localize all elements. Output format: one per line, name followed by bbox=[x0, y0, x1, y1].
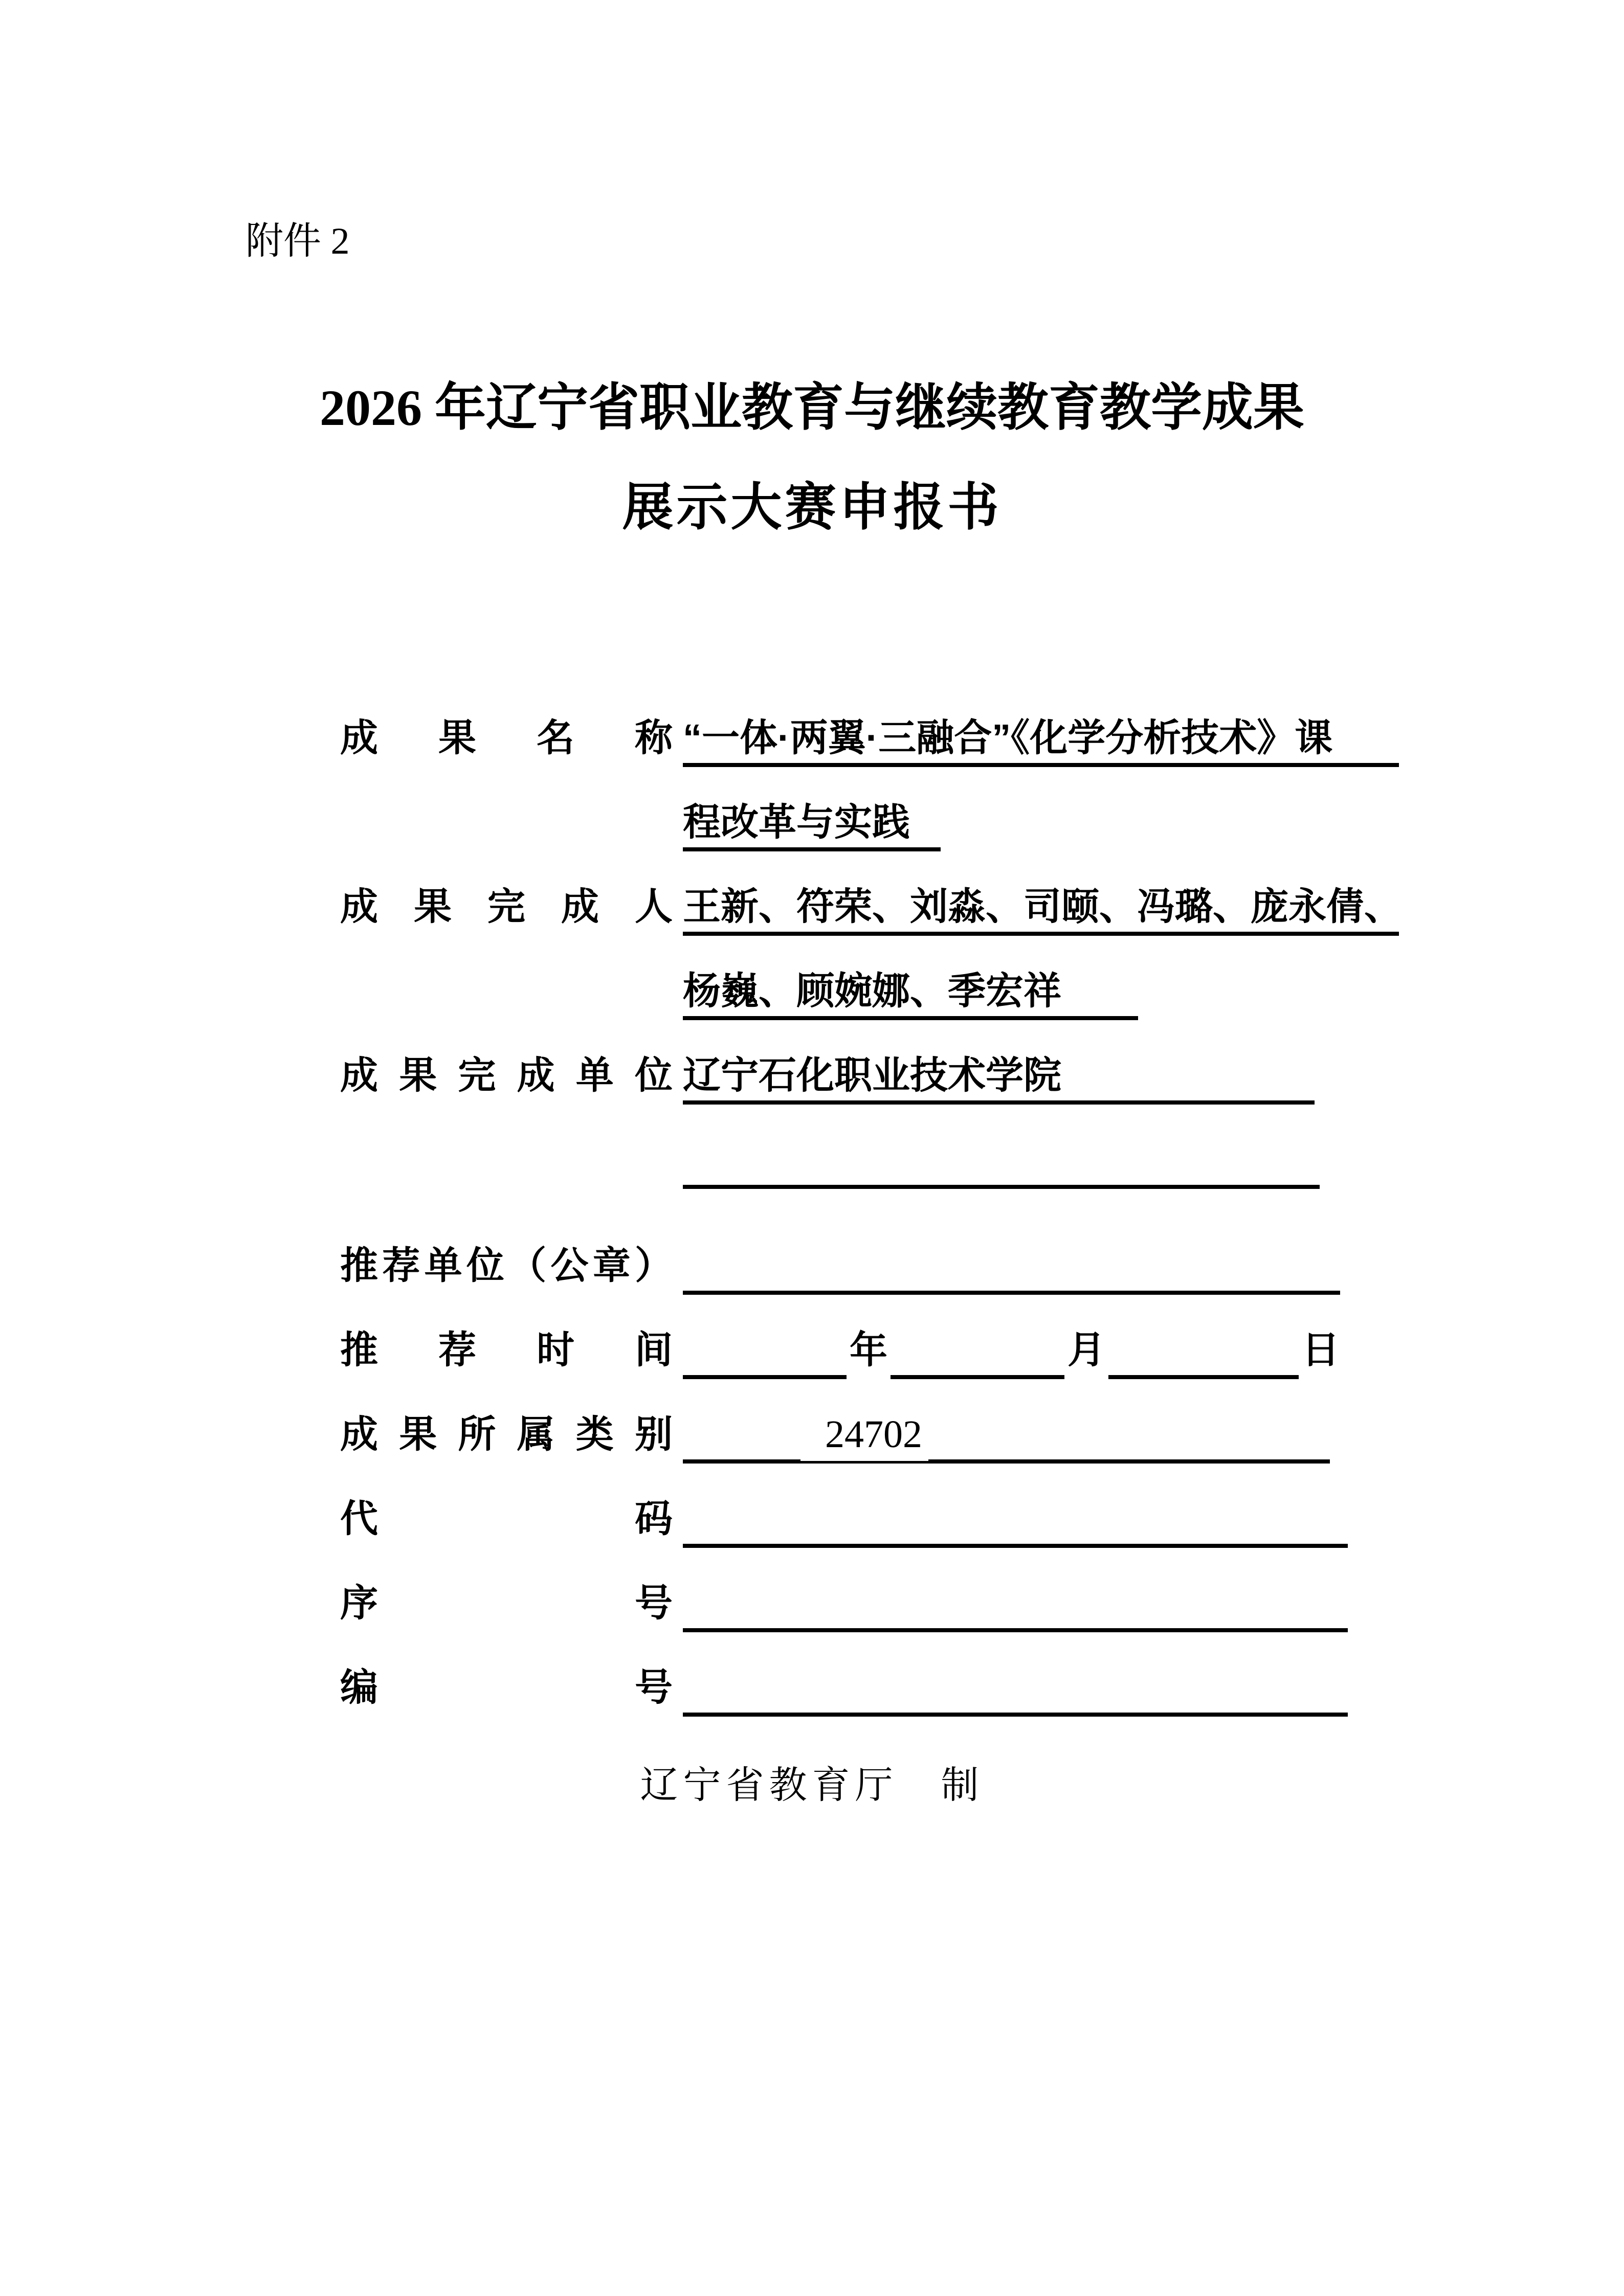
category-blank-underline-left bbox=[683, 1379, 800, 1464]
label-char: 果 bbox=[414, 885, 452, 928]
field-achievement-completers-continuation bbox=[340, 936, 1401, 1020]
month-label: 月 bbox=[1067, 1329, 1105, 1371]
label-char: 成 bbox=[340, 1413, 378, 1455]
field-code bbox=[340, 1464, 1401, 1548]
label-char: 单 bbox=[424, 1244, 462, 1287]
label-char: 成 bbox=[561, 885, 599, 928]
day-label: 日 bbox=[1302, 1329, 1340, 1371]
label-char: 名 bbox=[537, 716, 574, 759]
label-char: 果 bbox=[399, 1413, 437, 1455]
category-blank-underline-right bbox=[928, 1379, 1330, 1464]
achievement-name-label bbox=[340, 683, 673, 767]
day-blank-underline bbox=[1108, 1295, 1299, 1379]
label-char: 推 bbox=[340, 1329, 378, 1371]
year-label: 年 bbox=[850, 1329, 887, 1371]
number-blank-underline bbox=[683, 1632, 1348, 1717]
label-spacer bbox=[340, 1105, 683, 1189]
category-label bbox=[340, 1379, 673, 1464]
recommendation-time-value bbox=[683, 1295, 1343, 1379]
field-recommendation-time bbox=[340, 1295, 1401, 1379]
field-completion-unit bbox=[340, 1020, 1401, 1105]
document-title-line2: 展示大赛申报书 bbox=[622, 479, 1002, 536]
attachment-label: 附件 2 bbox=[246, 220, 350, 262]
label-char: 编 bbox=[340, 1666, 378, 1708]
label-char: 类 bbox=[575, 1413, 614, 1455]
label-char: 时 bbox=[537, 1329, 574, 1371]
field-completion-unit-blank-line bbox=[340, 1105, 1401, 1189]
number-label bbox=[340, 1632, 673, 1717]
label-char: 成 bbox=[340, 716, 378, 759]
year-blank-underline bbox=[683, 1295, 847, 1379]
label-char: 别 bbox=[634, 1413, 673, 1455]
label-char: 单 bbox=[575, 1054, 614, 1096]
label-char: 间 bbox=[635, 1329, 673, 1371]
label-char: 号 bbox=[635, 1582, 673, 1624]
field-category bbox=[340, 1379, 1401, 1464]
application-form bbox=[340, 683, 1401, 1717]
recommending-unit-blank-underline bbox=[683, 1210, 1340, 1295]
month-blank-underline bbox=[891, 1295, 1064, 1379]
label-char: 果 bbox=[438, 716, 476, 759]
field-number bbox=[340, 1632, 1401, 1717]
footer-issuer: 辽宁省教育厅 制 bbox=[640, 1765, 984, 1807]
category-value: 24702 bbox=[800, 1379, 928, 1464]
label-char: 成 bbox=[517, 1054, 555, 1096]
field-achievement-name-continuation bbox=[340, 767, 1401, 851]
field-serial bbox=[340, 1548, 1401, 1632]
field-recommending-unit bbox=[340, 1210, 1401, 1295]
label-spacer bbox=[340, 936, 683, 1020]
label-char: （ bbox=[508, 1244, 547, 1287]
label-char: 成 bbox=[340, 1054, 378, 1096]
completion-unit-label bbox=[340, 1020, 673, 1105]
code-label bbox=[340, 1464, 673, 1548]
achievement-name-value-line1: “一体·两翼·三融合”《化学分析技术》课 bbox=[683, 683, 1399, 767]
field-achievement-name bbox=[340, 683, 1401, 767]
label-char: 所 bbox=[458, 1413, 496, 1455]
label-char: 属 bbox=[517, 1413, 555, 1455]
label-char: 荐 bbox=[438, 1329, 476, 1371]
recommendation-time-label bbox=[340, 1295, 673, 1379]
serial-label bbox=[340, 1548, 673, 1632]
code-blank-underline bbox=[683, 1464, 1348, 1548]
label-char: 推 bbox=[340, 1244, 378, 1287]
label-char: 号 bbox=[635, 1666, 673, 1708]
completion-unit-blank-underline bbox=[683, 1105, 1320, 1189]
label-char: 完 bbox=[487, 885, 525, 928]
label-char: 序 bbox=[340, 1582, 378, 1624]
label-char: 位 bbox=[634, 1054, 673, 1096]
completion-unit-value: 辽宁石化职业技术学院 bbox=[683, 1020, 1315, 1105]
document-title bbox=[0, 358, 1624, 557]
label-char: 章 bbox=[592, 1244, 631, 1287]
serial-blank-underline bbox=[683, 1548, 1348, 1632]
achievement-name-value-line2: 程改革与实践 bbox=[683, 767, 941, 851]
label-char: ） bbox=[634, 1244, 673, 1287]
label-char: 人 bbox=[635, 885, 673, 928]
achievement-completers-label bbox=[340, 851, 673, 936]
document-title-line1: 2026 年辽宁省职业教育与继续教育教学成果 bbox=[320, 379, 1304, 436]
achievement-completers-value-line1: 王新、符荣、刘淼、司颐、冯璐、庞永倩、 bbox=[683, 851, 1399, 936]
label-char: 荐 bbox=[382, 1244, 420, 1287]
achievement-completers-value-line2: 杨巍、顾婉娜、季宏祥 bbox=[683, 936, 1138, 1020]
label-char: 完 bbox=[458, 1054, 496, 1096]
label-char: 果 bbox=[399, 1054, 437, 1096]
field-achievement-completers bbox=[340, 851, 1401, 936]
label-char: 成 bbox=[340, 885, 378, 928]
label-spacer bbox=[340, 767, 683, 851]
category-value-line bbox=[683, 1379, 1330, 1464]
label-char: 位 bbox=[466, 1244, 504, 1287]
label-char: 代 bbox=[340, 1497, 378, 1540]
label-char: 公 bbox=[550, 1244, 589, 1287]
label-char: 称 bbox=[635, 716, 673, 759]
recommending-unit-label bbox=[340, 1210, 673, 1295]
label-char: 码 bbox=[635, 1497, 673, 1540]
